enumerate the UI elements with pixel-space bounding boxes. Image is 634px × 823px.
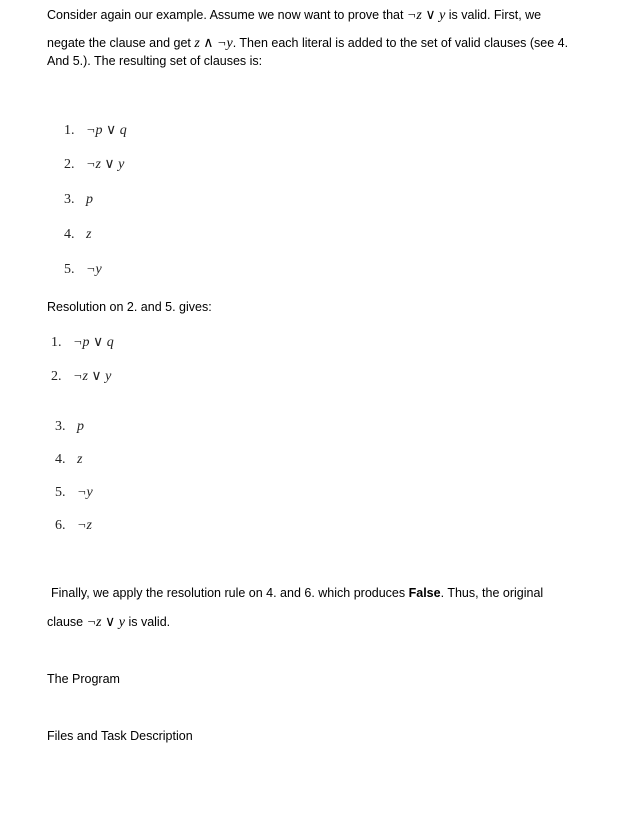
- clause-expression: ¬y: [77, 485, 93, 500]
- intro-line-2: [47, 34, 568, 53]
- intro-text: . Then each literal is added to the set of valid clauses (see 4.: [232, 36, 569, 50]
- clause-item: [51, 334, 114, 352]
- clause-expression: p: [77, 419, 84, 434]
- clause-expression: ¬z ∨ y: [86, 157, 125, 172]
- false-keyword: False: [408, 586, 441, 600]
- clause-item: [64, 191, 93, 209]
- math-expression: ¬z ∨ y: [86, 615, 125, 630]
- intro-text: Consider again our example. Assume we now want to prove that: [47, 8, 407, 22]
- clause-expression: ¬y: [86, 262, 102, 277]
- clause-item: [64, 122, 127, 140]
- clause-number: 3.: [64, 192, 75, 207]
- clause-expression: ¬z: [77, 518, 92, 533]
- clause-item: [64, 156, 124, 174]
- clause-expression: ¬p ∨ q: [73, 335, 114, 350]
- clause-item: [64, 261, 102, 279]
- clause-item: [51, 368, 111, 386]
- finally-text: is valid.: [124, 615, 171, 629]
- intro-line-1: [47, 6, 541, 25]
- heading-files-and-task: Files and Task Description: [47, 729, 193, 743]
- finally-line-1: [51, 584, 543, 602]
- clause-item: [55, 484, 93, 502]
- intro-text: negate the clause and get: [47, 36, 195, 50]
- clause-expression: p: [86, 192, 93, 207]
- clause-expression: ¬p ∨ q: [86, 123, 127, 138]
- math-expression: ¬z ∨ y: [406, 8, 446, 23]
- clause-number: 1.: [64, 123, 75, 138]
- clause-expression: ¬z ∨ y: [73, 369, 112, 384]
- intro-line-3: And 5.). The resulting set of clauses is:: [47, 54, 263, 68]
- clause-number: 3.: [55, 419, 66, 434]
- clause-item: [55, 517, 92, 535]
- math-expression: z ∧ ¬y: [194, 36, 233, 51]
- clause-number: 2.: [51, 369, 62, 384]
- finally-text: . Thus, the original: [440, 586, 544, 600]
- clause-expression: z: [77, 452, 83, 467]
- finally-text: Finally, we apply the resolution rule on 4. and 6. which produces: [51, 586, 409, 600]
- clause-number: 2.: [64, 157, 75, 172]
- intro-text: is valid. First, we: [445, 8, 542, 22]
- clause-number: 4.: [55, 452, 66, 467]
- clause-number: 5.: [55, 485, 66, 500]
- finally-text: clause: [47, 615, 87, 629]
- clause-number: 4.: [64, 227, 75, 242]
- clause-item: [64, 226, 91, 244]
- clause-item: [55, 451, 82, 469]
- clause-number: 5.: [64, 262, 75, 277]
- heading-the-program: The Program: [47, 672, 120, 686]
- clause-number: 1.: [51, 335, 62, 350]
- finally-line-2: [47, 613, 170, 632]
- clause-expression: z: [86, 227, 92, 242]
- resolution-text: Resolution on 2. and 5. gives:: [47, 300, 212, 314]
- clause-item: [55, 418, 84, 436]
- clause-number: 6.: [55, 518, 66, 533]
